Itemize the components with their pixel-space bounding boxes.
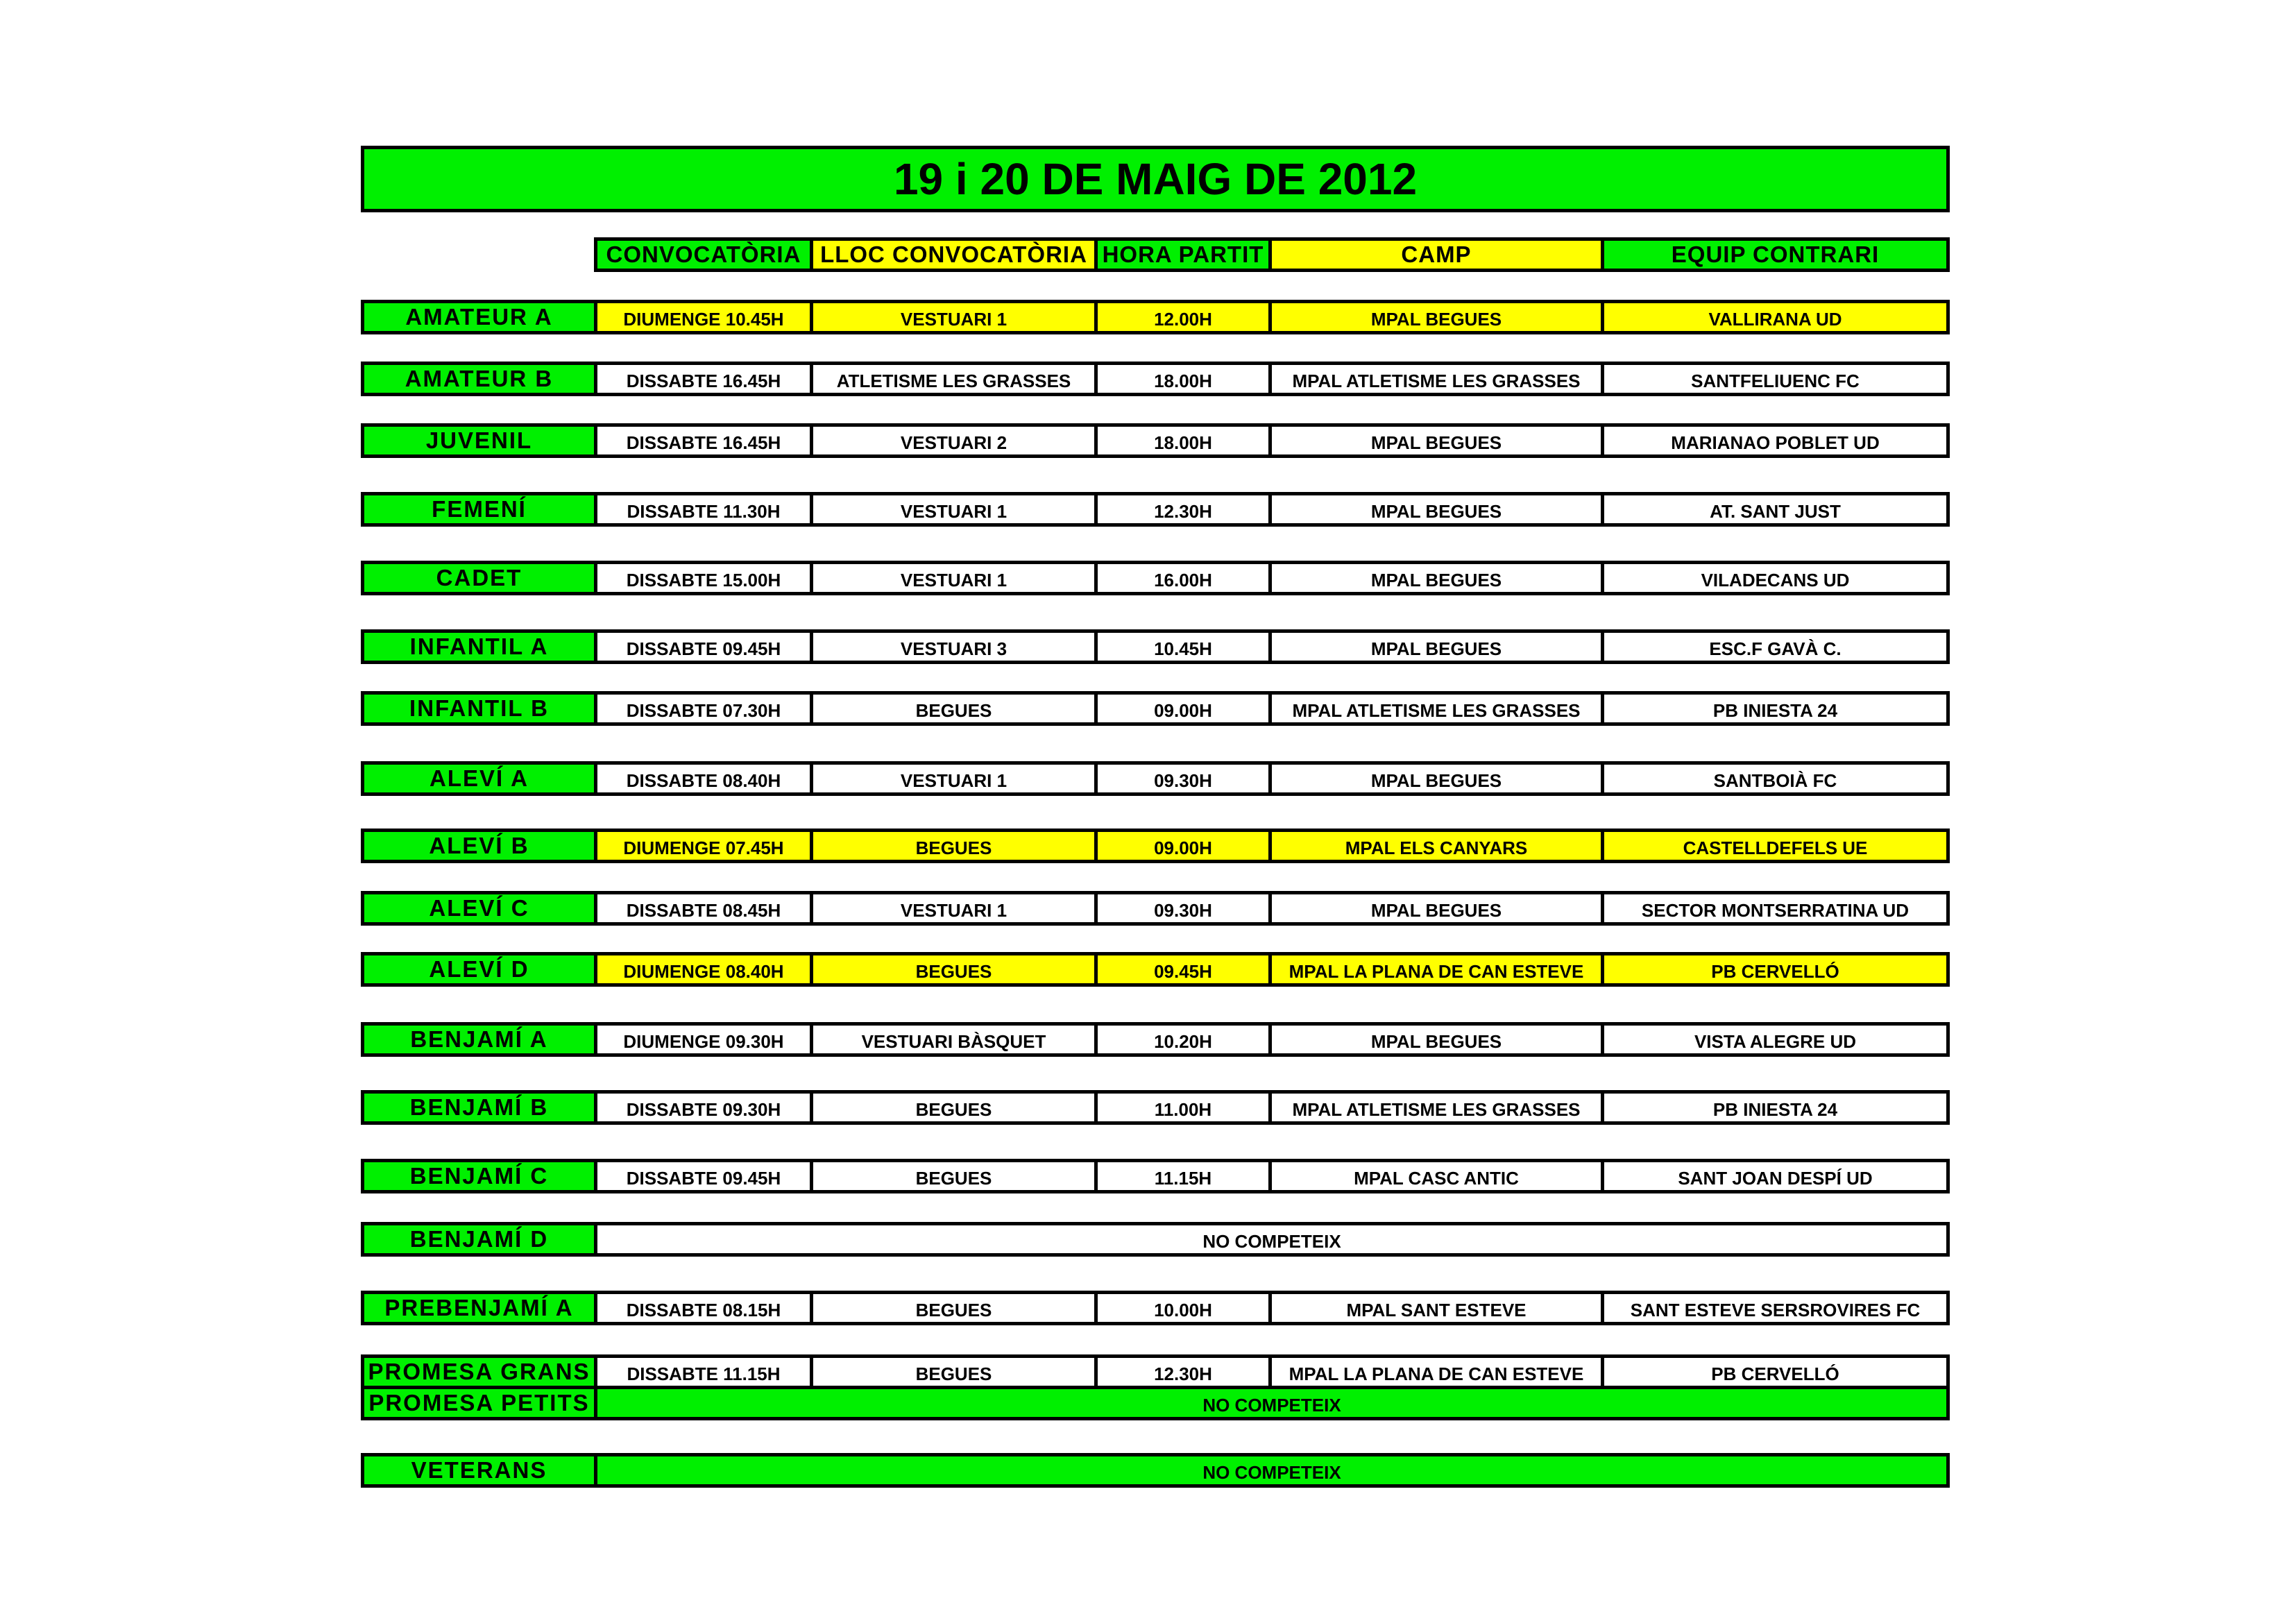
- team-label: INFANTIL A: [361, 629, 597, 664]
- table-row: [361, 1354, 1950, 1389]
- team-label: JUVENIL: [361, 423, 597, 458]
- table-row: [361, 829, 1950, 863]
- team-label: BENJAMÍ C: [361, 1159, 597, 1193]
- hora-cell: 12.00H: [1094, 300, 1272, 334]
- equip-contrari-cell: SANT JOAN DESPÍ UD: [1601, 1159, 1950, 1193]
- header-hora-partit: HORA PARTIT: [1094, 237, 1272, 272]
- page-title: 19 i 20 DE MAIG DE 2012: [361, 146, 1950, 212]
- camp-cell: MPAL ATLETISME LES GRASSES: [1268, 691, 1604, 726]
- equip-contrari-cell: SANTBOIÀ FC: [1601, 761, 1950, 796]
- camp-cell: MPAL BEGUES: [1268, 891, 1604, 926]
- equip-contrari-cell: PB INIESTA 24: [1601, 691, 1950, 726]
- lloc-cell: VESTUARI BÀSQUET: [810, 1022, 1098, 1057]
- lloc-cell: BEGUES: [810, 1354, 1098, 1389]
- camp-cell: MPAL CASC ANTIC: [1268, 1159, 1604, 1193]
- team-label: FEMENÍ: [361, 492, 597, 527]
- lloc-cell: BEGUES: [810, 1291, 1098, 1325]
- team-label: ALEVÍ C: [361, 891, 597, 926]
- team-label: ALEVÍ B: [361, 829, 597, 863]
- lloc-cell: VESTUARI 1: [810, 492, 1098, 527]
- convocatoria-cell: DISSABTE 08.45H: [594, 891, 813, 926]
- team-label: AMATEUR B: [361, 362, 597, 396]
- hora-cell: 09.30H: [1094, 761, 1272, 796]
- table-row: [361, 691, 1950, 726]
- lloc-cell: VESTUARI 1: [810, 761, 1098, 796]
- hora-cell: 12.30H: [1094, 1354, 1272, 1389]
- lloc-cell: VESTUARI 1: [810, 891, 1098, 926]
- camp-cell: MPAL ATLETISME LES GRASSES: [1268, 362, 1604, 396]
- camp-cell: MPAL BEGUES: [1268, 492, 1604, 527]
- table-row: [361, 492, 1950, 527]
- camp-cell: MPAL ATLETISME LES GRASSES: [1268, 1090, 1604, 1125]
- team-label: BENJAMÍ B: [361, 1090, 597, 1125]
- table-row: [361, 561, 1950, 595]
- camp-cell: MPAL BEGUES: [1268, 423, 1604, 458]
- equip-contrari-cell: PB CERVELLÓ: [1601, 1354, 1950, 1389]
- equip-contrari-cell: SANT ESTEVE SERSROVIRES FC: [1601, 1291, 1950, 1325]
- convocatoria-cell: DIUMENGE 10.45H: [594, 300, 813, 334]
- hora-cell: 09.00H: [1094, 829, 1272, 863]
- lloc-cell: BEGUES: [810, 952, 1098, 987]
- team-label: PROMESA PETITS: [361, 1386, 597, 1420]
- hora-cell: 09.30H: [1094, 891, 1272, 926]
- hora-cell: 10.20H: [1094, 1022, 1272, 1057]
- camp-cell: MPAL BEGUES: [1268, 629, 1604, 664]
- convocatoria-cell: DISSABTE 15.00H: [594, 561, 813, 595]
- camp-cell: MPAL SANT ESTEVE: [1268, 1291, 1604, 1325]
- camp-cell: MPAL ELS CANYARS: [1268, 829, 1604, 863]
- header-equip-contrari: EQUIP CONTRARI: [1601, 237, 1950, 272]
- hora-cell: 09.45H: [1094, 952, 1272, 987]
- table-row: [361, 761, 1950, 796]
- table-row: [361, 1090, 1950, 1125]
- equip-contrari-cell: SECTOR MONTSERRATINA UD: [1601, 891, 1950, 926]
- team-label: PREBENJAMÍ A: [361, 1291, 597, 1325]
- table-row: [361, 629, 1950, 664]
- team-label: AMATEUR A: [361, 300, 597, 334]
- equip-contrari-cell: VILADECANS UD: [1601, 561, 1950, 595]
- table-row: [361, 362, 1950, 396]
- table-row: [361, 952, 1950, 987]
- table-row: [361, 1386, 1950, 1420]
- table-row: [361, 891, 1950, 926]
- lloc-cell: ATLETISME LES GRASSES: [810, 362, 1098, 396]
- team-label: CADET: [361, 561, 597, 595]
- camp-cell: MPAL LA PLANA DE CAN ESTEVE: [1268, 1354, 1604, 1389]
- hora-cell: 10.45H: [1094, 629, 1272, 664]
- equip-contrari-cell: VALLIRANA UD: [1601, 300, 1950, 334]
- lloc-cell: VESTUARI 1: [810, 300, 1098, 334]
- convocatoria-cell: DISSABTE 16.45H: [594, 423, 813, 458]
- equip-contrari-cell: VISTA ALEGRE UD: [1601, 1022, 1950, 1057]
- table-row: [361, 1222, 1950, 1257]
- convocatoria-cell: DISSABTE 09.45H: [594, 1159, 813, 1193]
- equip-contrari-cell: ESC.F GAVÀ C.: [1601, 629, 1950, 664]
- header-camp: CAMP: [1268, 237, 1604, 272]
- equip-contrari-cell: MARIANAO POBLET UD: [1601, 423, 1950, 458]
- hora-cell: 18.00H: [1094, 362, 1272, 396]
- team-label: INFANTIL B: [361, 691, 597, 726]
- header-lloc-convocatoria: LLOC CONVOCATÒRIA: [810, 237, 1098, 272]
- lloc-cell: VESTUARI 1: [810, 561, 1098, 595]
- equip-contrari-cell: SANTFELIUENC FC: [1601, 362, 1950, 396]
- table-row: [361, 423, 1950, 458]
- header-convocatoria: CONVOCATÒRIA: [594, 237, 813, 272]
- equip-contrari-cell: PB CERVELLÓ: [1601, 952, 1950, 987]
- team-label: ALEVÍ D: [361, 952, 597, 987]
- equip-contrari-cell: CASTELLDEFELS UE: [1601, 829, 1950, 863]
- camp-cell: MPAL BEGUES: [1268, 561, 1604, 595]
- hora-cell: 16.00H: [1094, 561, 1272, 595]
- convocatoria-cell: DISSABTE 11.30H: [594, 492, 813, 527]
- team-label: BENJAMÍ A: [361, 1022, 597, 1057]
- table-row: [361, 1291, 1950, 1325]
- team-label: VETERANS: [361, 1453, 597, 1488]
- convocatoria-cell: DISSABTE 11.15H: [594, 1354, 813, 1389]
- lloc-cell: BEGUES: [810, 1090, 1098, 1125]
- lloc-cell: BEGUES: [810, 829, 1098, 863]
- convocatoria-cell: DISSABTE 08.15H: [594, 1291, 813, 1325]
- equip-contrari-cell: AT. SANT JUST: [1601, 492, 1950, 527]
- hora-cell: 12.30H: [1094, 492, 1272, 527]
- camp-cell: MPAL BEGUES: [1268, 1022, 1604, 1057]
- table-row: [361, 300, 1950, 334]
- no-competeix-cell: NO COMPETEIX: [594, 1222, 1950, 1257]
- team-label: ALEVÍ A: [361, 761, 597, 796]
- lloc-cell: VESTUARI 2: [810, 423, 1098, 458]
- convocatoria-cell: DISSABTE 09.45H: [594, 629, 813, 664]
- no-competeix-cell: NO COMPETEIX: [594, 1453, 1950, 1488]
- equip-contrari-cell: PB INIESTA 24: [1601, 1090, 1950, 1125]
- team-label: BENJAMÍ D: [361, 1222, 597, 1257]
- hora-cell: 10.00H: [1094, 1291, 1272, 1325]
- hora-cell: 18.00H: [1094, 423, 1272, 458]
- hora-cell: 09.00H: [1094, 691, 1272, 726]
- camp-cell: MPAL LA PLANA DE CAN ESTEVE: [1268, 952, 1604, 987]
- table-row: [361, 1159, 1950, 1193]
- lloc-cell: BEGUES: [810, 1159, 1098, 1193]
- lloc-cell: BEGUES: [810, 691, 1098, 726]
- convocatoria-cell: DISSABTE 09.30H: [594, 1090, 813, 1125]
- hora-cell: 11.00H: [1094, 1090, 1272, 1125]
- convocatoria-cell: DIUMENGE 09.30H: [594, 1022, 813, 1057]
- no-competeix-cell: NO COMPETEIX: [594, 1386, 1950, 1420]
- convocatoria-cell: DIUMENGE 07.45H: [594, 829, 813, 863]
- convocatoria-cell: DISSABTE 08.40H: [594, 761, 813, 796]
- camp-cell: MPAL BEGUES: [1268, 300, 1604, 334]
- convocatoria-cell: DIUMENGE 08.40H: [594, 952, 813, 987]
- convocatoria-cell: DISSABTE 16.45H: [594, 362, 813, 396]
- hora-cell: 11.15H: [1094, 1159, 1272, 1193]
- camp-cell: MPAL BEGUES: [1268, 761, 1604, 796]
- table-row: [361, 1453, 1950, 1488]
- team-label: PROMESA GRANS: [361, 1354, 597, 1389]
- lloc-cell: VESTUARI 3: [810, 629, 1098, 664]
- convocatoria-cell: DISSABTE 07.30H: [594, 691, 813, 726]
- table-row: [361, 1022, 1950, 1057]
